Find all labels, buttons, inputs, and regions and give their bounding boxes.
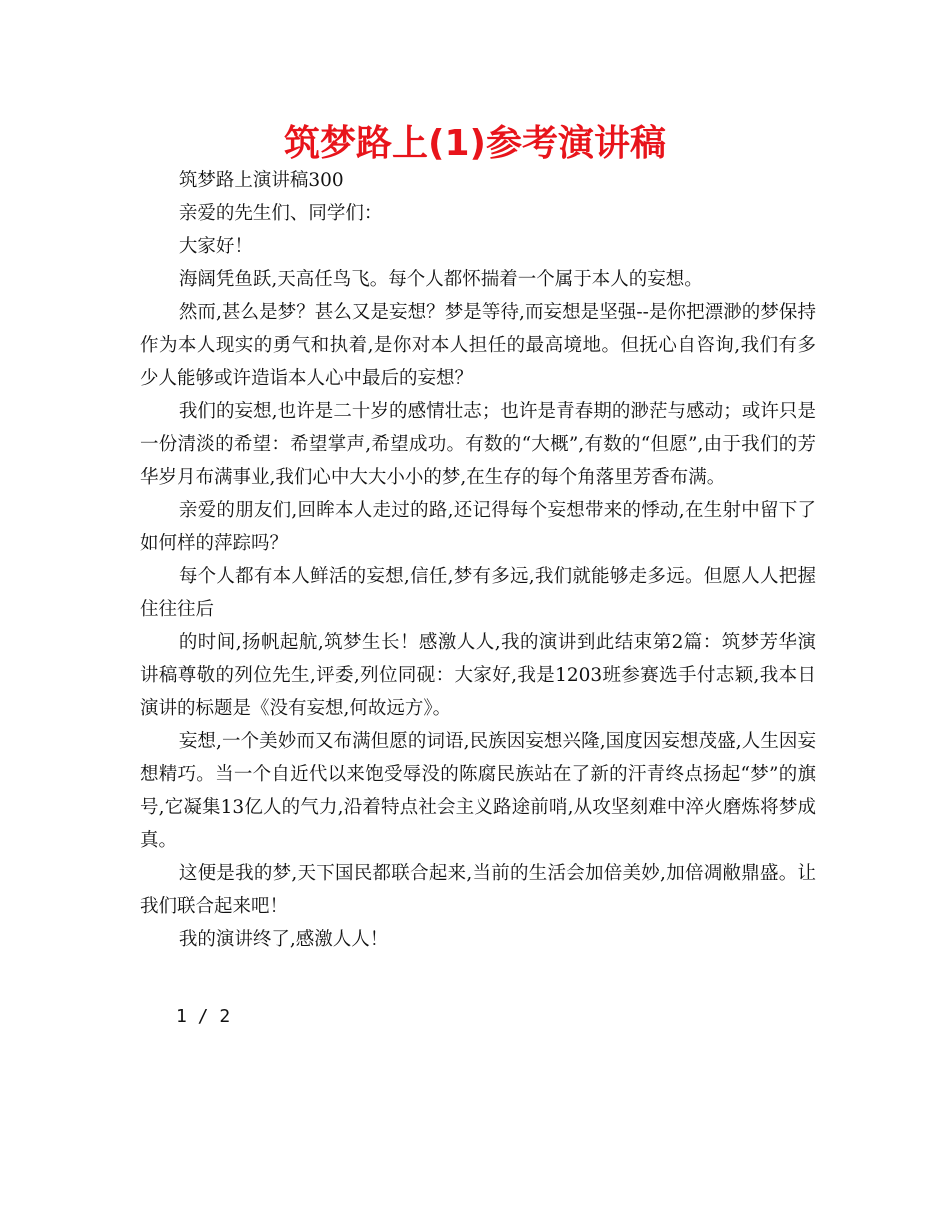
paragraph: 然而,甚么是梦？甚么又是妄想？梦是等待,而妄想是坚强--是你把漂渺的梦保持作为本人现实的勇气和执着,是你对本人担任的最高境地。但抚心自咨询,我们有多少人能够或许造诣本人心中最后的妄想？ — [140, 302, 816, 389]
paragraph: 海阔凭鱼跃,天高任鸟飞。每个人都怀揣着一个属于本人的妄想。 — [178, 269, 703, 290]
page-indicator: 1 / 2 — [176, 1006, 231, 1027]
greeting: 大家好！ — [178, 236, 253, 257]
subtitle-line: 筑梦路上演讲稿300 — [178, 170, 344, 191]
salutation: 亲爱的先生们、同学们： — [178, 203, 383, 224]
paragraph: 亲爱的朋友们,回眸本人走过的路,还记得每个妄想带来的悸动,在生射中留下了如何样的萍踪吗？ — [140, 500, 816, 554]
document-title: 筑梦路上(1)参考演讲稿 — [284, 123, 666, 164]
paragraph: 我们的妄想,也许是二十岁的感情壮志；也许是青春期的渺茫与感动；或许只是一份清淡的希望：希望掌声,希望成功。有数的“大概”,有数的“但愿”,由于我们的芳华岁月布满事业,我们心中大大小小的梦,在生存的每个角落里芳香布满。 — [140, 401, 816, 488]
document-body — [140, 164, 816, 956]
closing-line: 我的演讲终了,感激人人！ — [178, 929, 389, 950]
paragraph: 的时间,扬帆起航,筑梦生长！感激人人,我的演讲到此结束第2篇：筑梦芳华演讲稿尊敬的列位先生,评委,列位同砚：大家好,我是1203班参赛选手付志颖,我本日演讲的标题是《没有妄想,何故远方》。 — [140, 632, 816, 719]
paragraph: 每个人都有本人鲜活的妄想,信任,梦有多远,我们就能够走多远。但愿人人把握住往往后 — [140, 566, 816, 620]
paragraph: 这便是我的梦,天下国民都联合起来,当前的生活会加倍美妙,加倍凋敝鼎盛。让我们联合起来吧！ — [140, 863, 816, 917]
paragraph: 妄想,一个美妙而又布满但愿的词语,民族因妄想兴隆,国度因妄想茂盛,人生因妄想精巧。当一个自近代以来饱受辱没的陈腐民族站在了新的汗青终点扬起“梦”的旗号,它凝集13亿人的气力,沿着特点社会主义路途前哨,从攻坚刻难中淬火磨炼将梦成真。 — [140, 731, 816, 851]
